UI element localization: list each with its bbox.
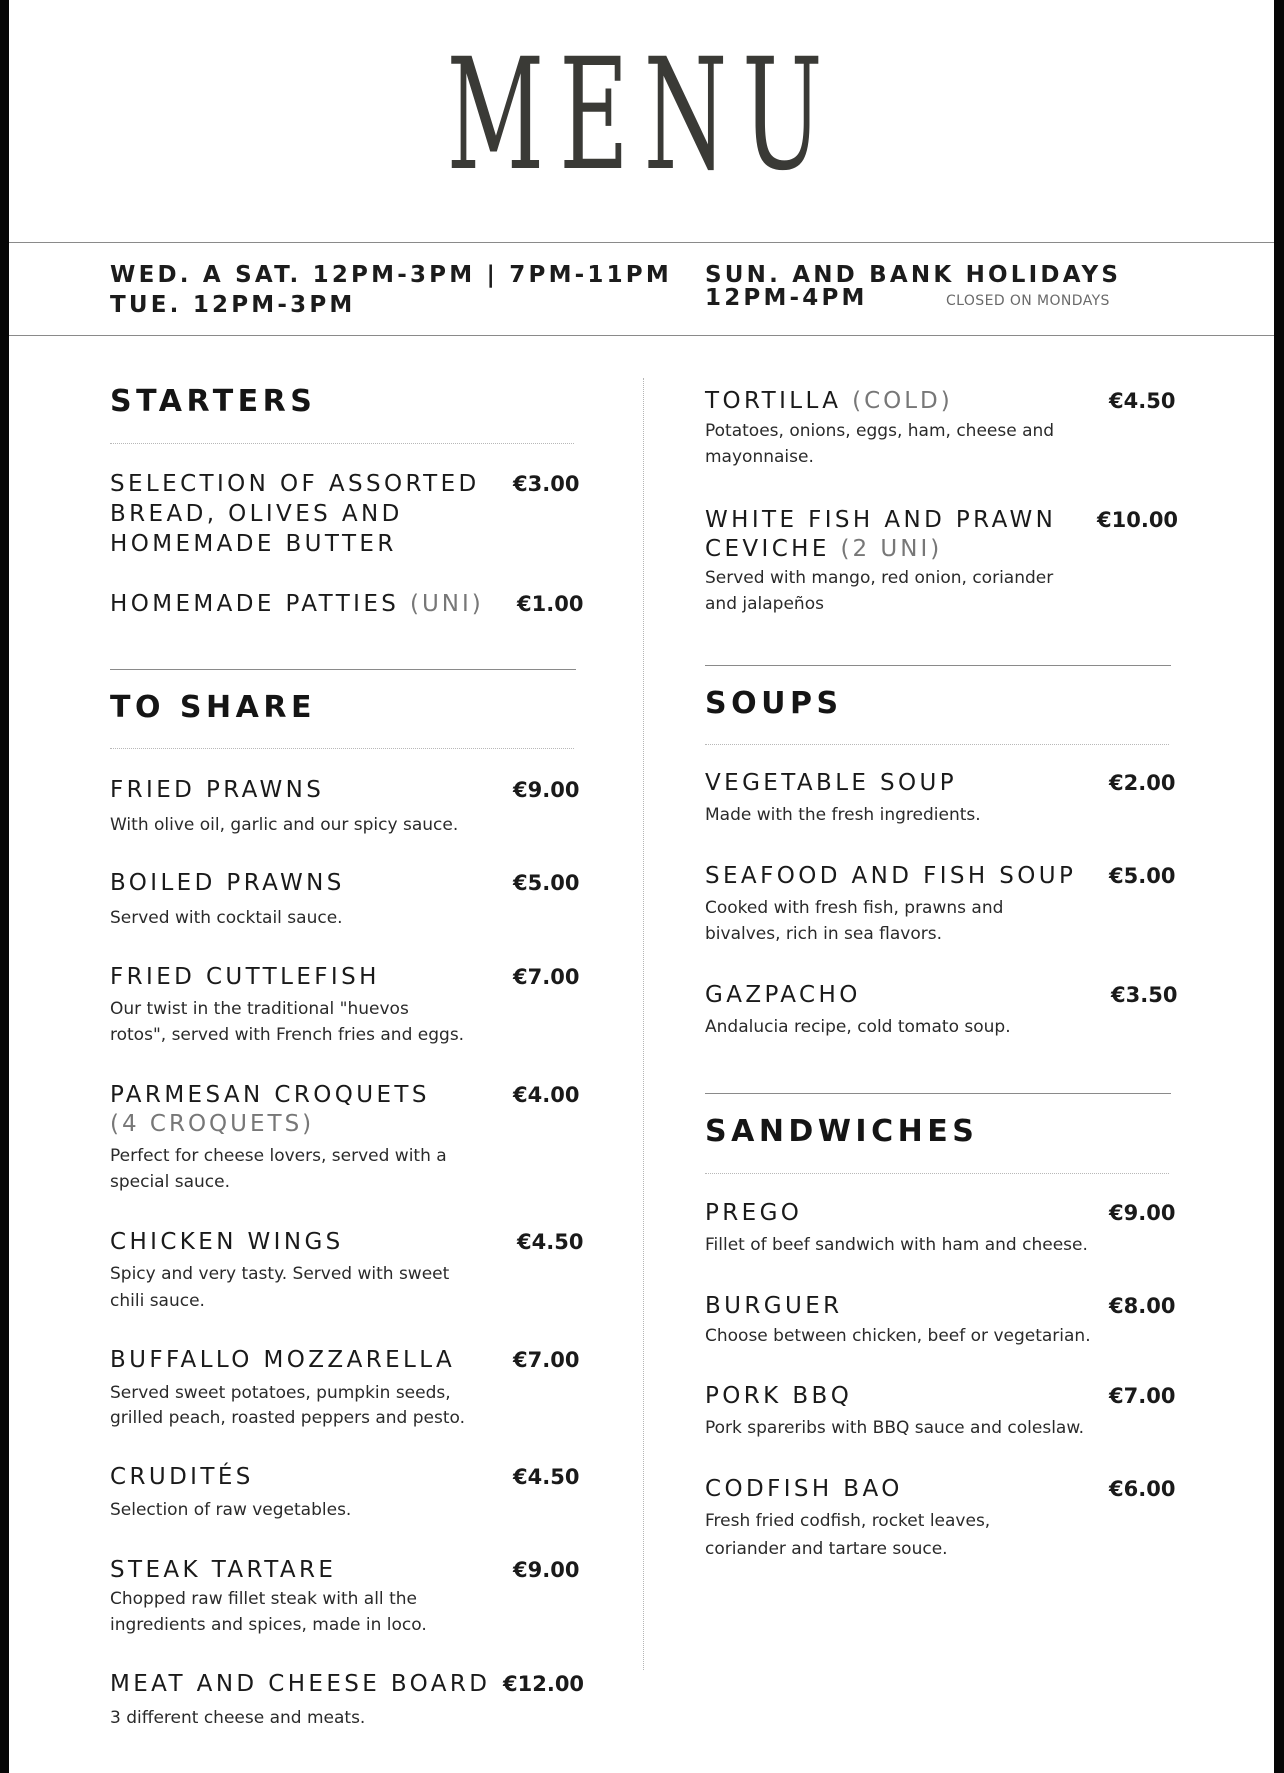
item-price: €8.00 [1109,1294,1176,1318]
section-rule [705,665,1171,666]
dotted-divider [110,443,574,444]
item-price: €4.50 [517,1230,584,1254]
item-price: €10.00 [1097,508,1179,532]
item-description: special sauce. [110,1172,230,1192]
item-description: grilled peach, roasted peppers and pesto. [110,1408,466,1428]
item-description: With olive oil, garlic and our spicy sauce. [110,815,459,835]
dotted-divider [705,744,1169,745]
item-description: Served sweet potatoes, pumpkin seeds, [110,1383,451,1403]
hours-tuesday: TUE. 12PM-3PM [110,292,356,318]
item-name: WHITE FISH AND PRAWN [705,507,1057,533]
closed-note: CLOSED ON MONDAYS [946,293,1110,309]
item-price: €7.00 [513,1348,580,1372]
item-price: €9.00 [513,1558,580,1582]
item-name: FRIED PRAWNS [110,777,325,803]
item-name: GAZPACHO [705,982,861,1008]
item-description: Fillet of beef sandwich with ham and cheese. [705,1235,1088,1255]
section-title-soups: SOUPS [705,686,843,721]
item-name: PREGO [705,1200,803,1226]
item-price: €9.00 [1109,1201,1176,1225]
item-description: Choose between chicken, beef or vegetarian. [705,1326,1091,1346]
item-price: €7.00 [513,965,580,989]
item-note: (COLD) [852,388,953,414]
item-price: €3.00 [513,472,580,496]
item-name: FRIED CUTTLEFISH [110,964,380,990]
page-title: MENU [446,26,838,205]
section-rule [110,669,576,670]
item-note: (4 CROQUETS) [110,1111,315,1137]
section-rule [705,1093,1171,1094]
item-description: Served with mango, red onion, coriander [705,568,1054,588]
item-price: €2.00 [1109,771,1176,795]
item-price: €12.00 [503,1672,585,1696]
item-description: Spicy and very tasty. Served with sweet [110,1264,450,1284]
item-description: Potatoes, onions, eggs, ham, cheese and [705,421,1055,441]
hours-weekdays: WED. A SAT. 12PM-3PM | 7PM-11PM [110,262,672,288]
item-name: BUFFALLO MOZZARELLA [110,1347,456,1373]
item-name: SELECTION OF ASSORTED [110,471,480,497]
item-price: €5.00 [1109,864,1176,888]
item-description: Served with cocktail sauce. [110,908,343,928]
item-description: and jalapeños [705,594,824,614]
item-price: €4.50 [513,1465,580,1489]
item-name: PARMESAN CROQUETS [110,1082,430,1108]
item-name: HOMEMADE BUTTER [110,531,397,557]
item-name: CEVICHE (2 UNI) [705,536,943,562]
hours-sunday: SUN. AND BANK HOLIDAYS [705,262,1122,288]
item-description: mayonnaise. [705,447,814,467]
item-name: BOILED PRAWNS [110,870,345,896]
item-price: €9.00 [513,778,580,802]
item-price: €4.00 [513,1083,580,1107]
item-name: MEAT AND CHEESE BOARD [110,1671,491,1697]
item-name: TORTILLA (COLD) [705,388,953,414]
item-description: Chopped raw fillet steak with all the [110,1589,417,1609]
item-name: CRUDITÉS [110,1464,254,1490]
item-name: PORK BBQ [705,1383,853,1409]
item-description: Pork spareribs with BBQ sauce and coleslaw. [705,1418,1085,1438]
item-description: rotos", served with French fries and eggs. [110,1025,465,1045]
item-name: BREAD, OLIVES AND [110,501,403,527]
item-name: STEAK TARTARE [110,1557,337,1583]
dotted-divider [110,748,574,749]
hours-sunday-time: 12PM-4PM [705,285,868,311]
item-description: ingredients and spices, made in loco. [110,1615,427,1635]
dotted-divider [705,1173,1169,1174]
item-price: €3.50 [1111,983,1178,1007]
frame-left [0,0,9,1773]
item-description: Made with the fresh ingredients. [705,805,981,825]
item-price: €5.00 [513,871,580,895]
item-name: BURGUER [705,1293,843,1319]
item-price: €4.50 [1109,389,1176,413]
item-description: Perfect for cheese lovers, served with a [110,1146,447,1166]
item-description: Selection of raw vegetables. [110,1500,352,1520]
item-description: Cooked with fresh fish, prawns and [705,898,1004,918]
item-description: chili sauce. [110,1291,205,1311]
item-name: SEAFOOD AND FISH SOUP [705,863,1077,889]
item-description: Andalucia recipe, cold tomato soup. [705,1017,1011,1037]
frame-right [1274,0,1284,1773]
item-price: €1.00 [517,592,584,616]
item-description: coriander and tartare souce. [705,1539,948,1559]
item-price: €6.00 [1109,1477,1176,1501]
item-name: HOMEMADE PATTIES (UNI) [110,591,484,617]
section-title-to-share: TO SHARE [110,690,316,725]
item-note: (2 UNI) [840,536,943,562]
item-description: Fresh fried codfish, rocket leaves, [705,1511,991,1531]
item-description: 3 different cheese and meats. [110,1708,366,1728]
item-name: CODFISH BAO [705,1476,903,1502]
item-name: VEGETABLE SOUP [705,770,958,796]
item-description: Our twist in the traditional "huevos [110,999,409,1019]
item-name: CHICKEN WINGS [110,1229,344,1255]
item-description: bivalves, rich in sea flavors. [705,924,943,944]
section-title-sandwiches: SANDWICHES [705,1114,979,1149]
item-note: (UNI) [409,591,484,617]
column-divider [643,378,644,1670]
item-price: €7.00 [1109,1384,1176,1408]
section-title-starters: STARTERS [110,384,317,419]
